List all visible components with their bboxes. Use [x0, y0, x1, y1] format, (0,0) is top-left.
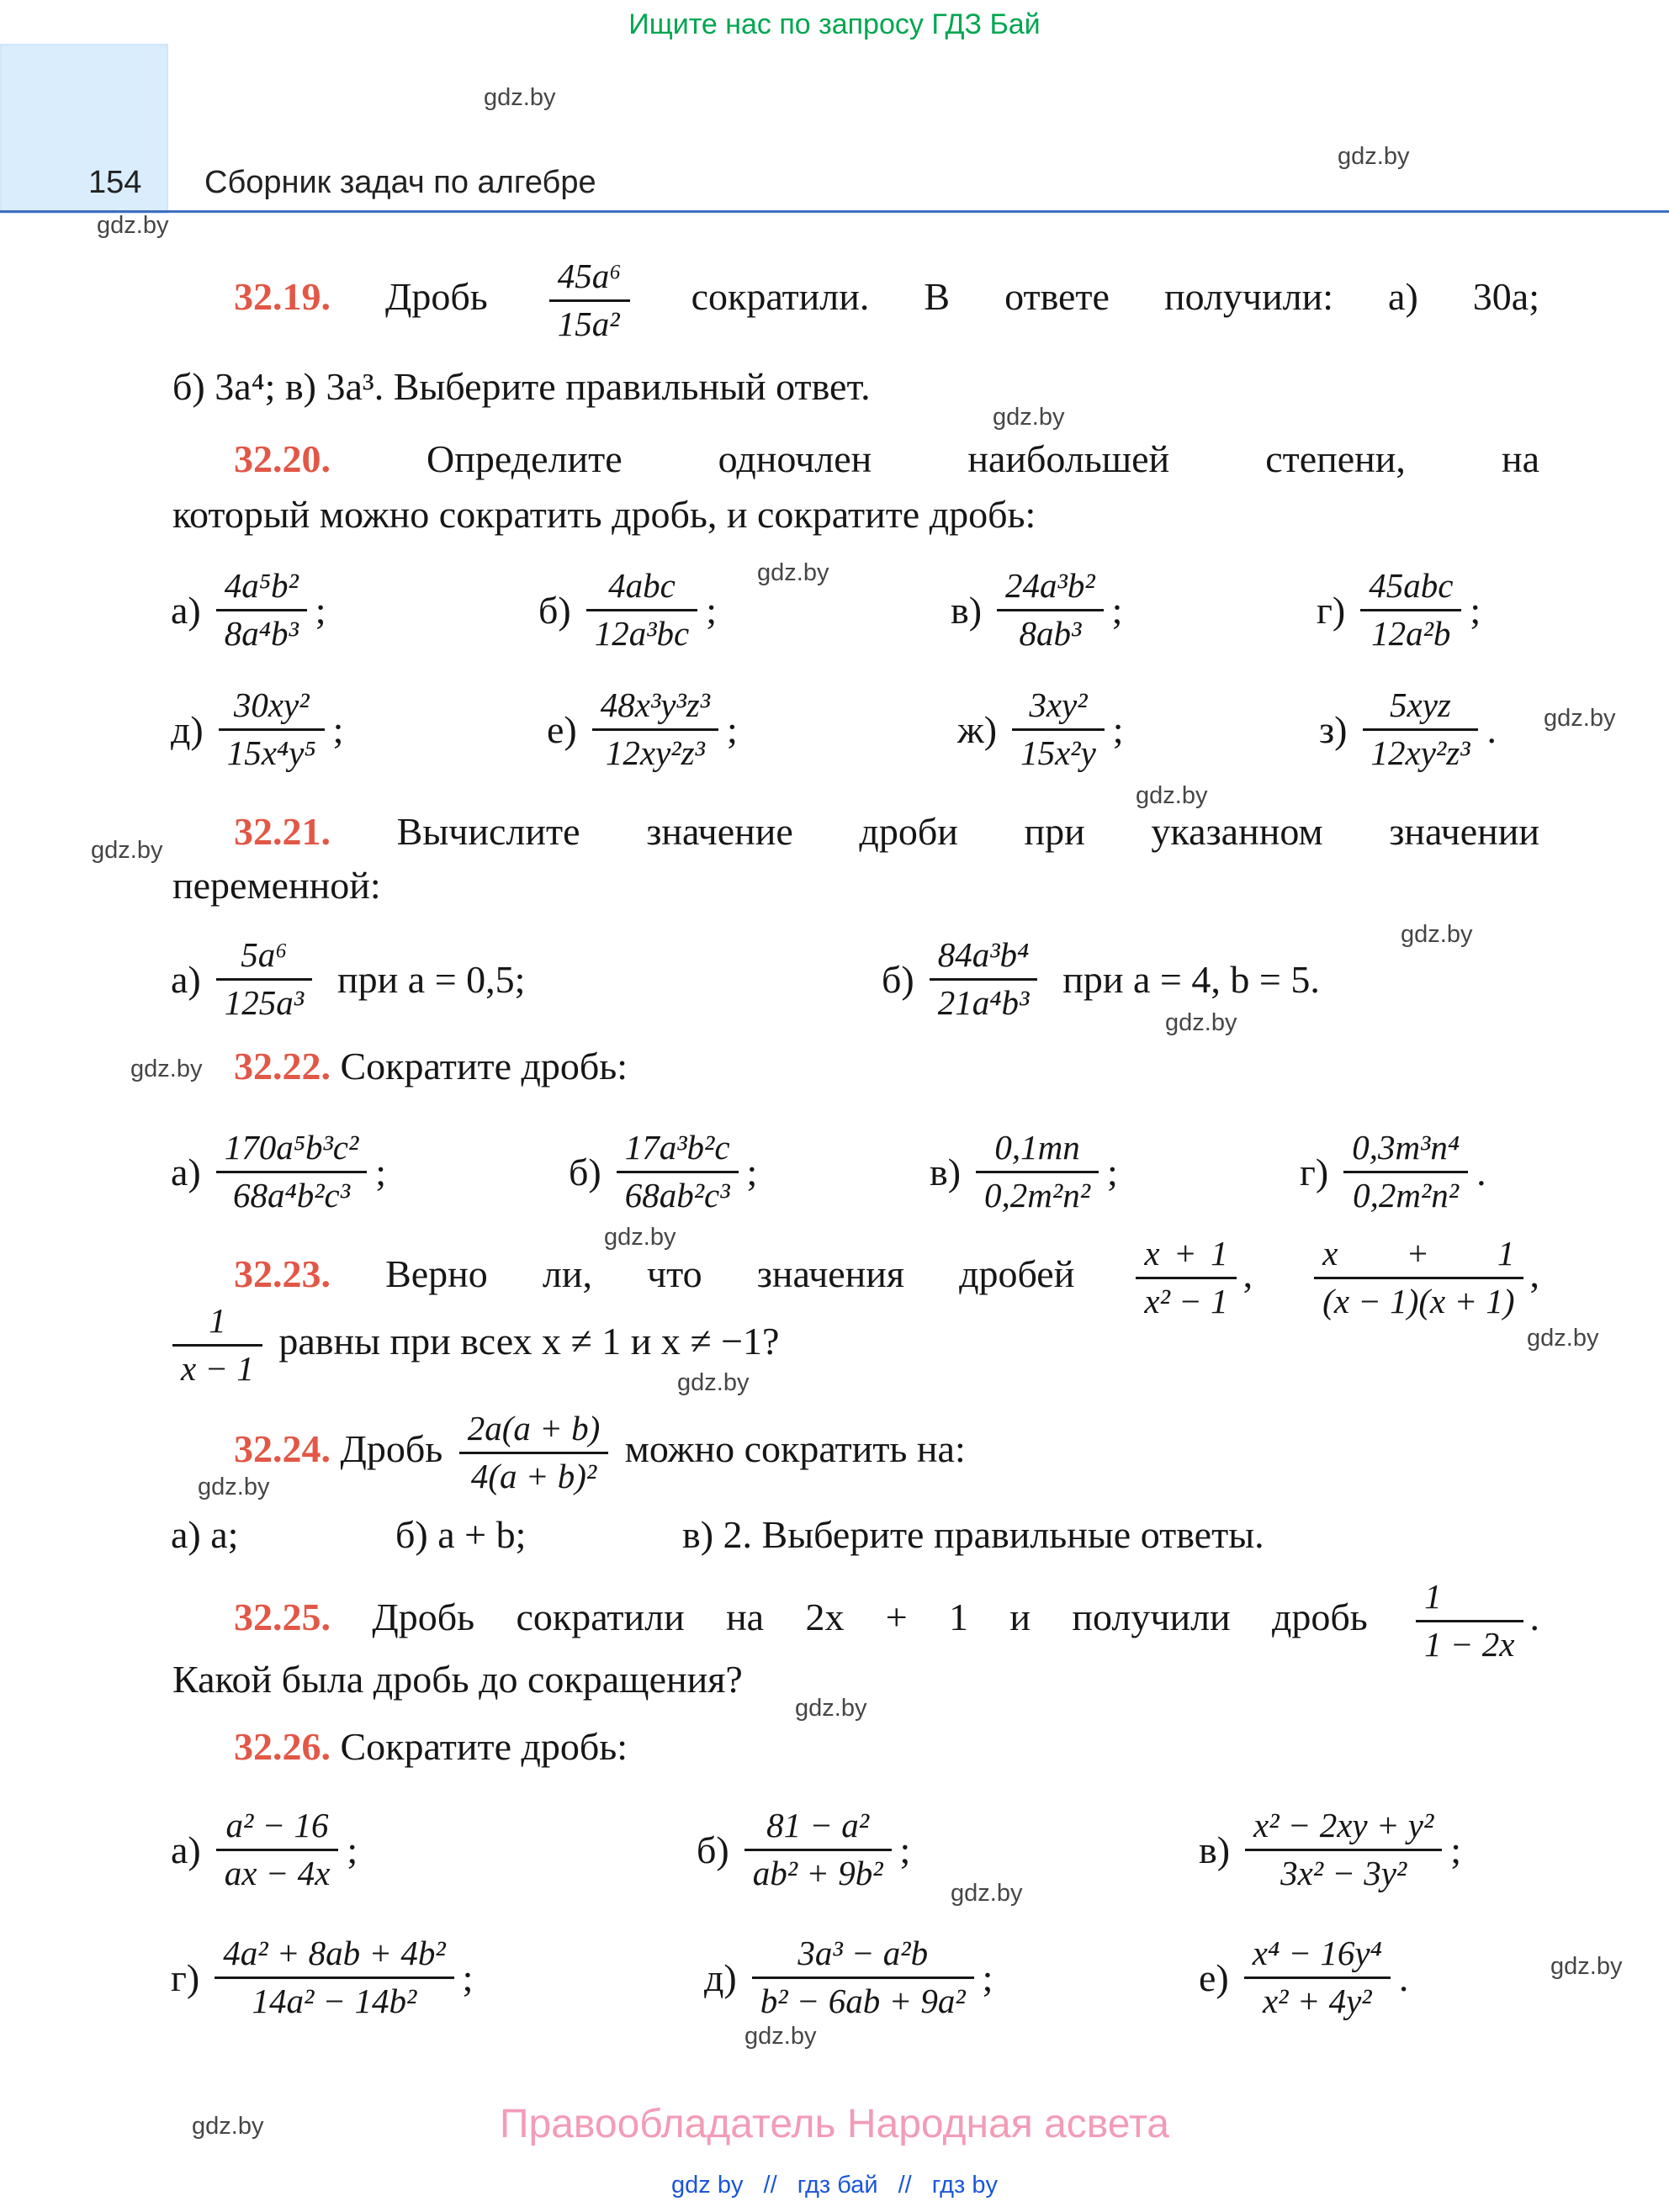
fraction	[1343, 1129, 1468, 1215]
item-tail: ;	[1450, 1828, 1462, 1871]
gdzby-watermark: gdz.by	[1165, 1009, 1237, 1036]
link-separator: //	[763, 2172, 777, 2199]
fraction-item-32-22-a	[171, 1129, 386, 1215]
problem-32-20-line1	[234, 434, 1539, 485]
page-title: Сборник задач по алгебре	[204, 165, 596, 200]
item-label: г)	[1317, 588, 1346, 632]
gdzby-watermark: gdz.by	[604, 1224, 676, 1251]
problem-text: переменной:	[172, 864, 381, 907]
fraction-denominator: 21a⁴b³	[937, 982, 1030, 1022]
fraction	[930, 936, 1038, 1023]
item-condition: при a = 0,5;	[337, 957, 526, 1001]
fraction-denominator: 3x² − 3y²	[1280, 1853, 1407, 1892]
gdzby-watermark: gdz.by	[757, 559, 829, 586]
item-label: е)	[1199, 1955, 1229, 1999]
fraction-denominator: 68a⁴b²c³	[233, 1175, 351, 1214]
fraction-group	[1409, 1578, 1539, 1664]
fraction-denominator: 8a⁴b³	[224, 613, 299, 653]
fraction-numerator: 170a⁵b³c²	[216, 1129, 368, 1173]
answer-option-v: в) 2. Выберите правильные ответы.	[682, 1513, 1264, 1556]
gdzby-watermark: gdz.by	[130, 1056, 203, 1082]
gdzby-watermark: gdz.by	[97, 212, 169, 239]
problem-32-25-line1	[234, 1578, 1539, 1664]
fraction-denominator: x − 1	[181, 1348, 254, 1388]
link-separator: //	[898, 2172, 912, 2199]
item-tail: ;	[315, 588, 326, 632]
problem-32-20-line2	[172, 489, 1036, 541]
fraction-item-32-20-e	[547, 686, 738, 773]
fraction-numerator: 4a⁵b²	[216, 567, 307, 611]
problem-number: 32.22.	[234, 1045, 331, 1087]
item-condition: при a = 4, b = 5.	[1062, 957, 1320, 1001]
fraction-denominator: 14a² − 14b²	[252, 1981, 417, 2020]
page-number: 154	[88, 165, 142, 200]
fraction-numerator: 0,3m³n⁴	[1343, 1129, 1468, 1173]
item-tail: ;	[1107, 1150, 1118, 1193]
copyright-notice: Правообладатель Народная асвета	[500, 2102, 1169, 2146]
fraction-denominator: 0,2m²n²	[984, 1175, 1090, 1214]
fraction	[459, 1410, 608, 1496]
item-tail: ;	[1470, 588, 1481, 632]
fraction-denominator: 1 − 2x	[1424, 1624, 1515, 1664]
item-tail: ;	[982, 1955, 993, 1999]
problem-text: Вычислите значение дроби при указанном значении	[396, 810, 1539, 853]
gdzby-watermark: gdz.by	[1527, 1325, 1599, 1352]
item-tail: ;	[899, 1828, 911, 1871]
fraction-denominator: 8ab³	[1019, 613, 1082, 653]
gdzby-watermark: gdz.by	[192, 2113, 264, 2140]
gdzby-watermark: gdz.by	[993, 404, 1065, 431]
gdzby-watermark: gdz.by	[1338, 143, 1410, 170]
fraction-numerator: 0,1mn	[976, 1129, 1099, 1173]
fraction	[216, 936, 312, 1023]
fraction-numerator: 4a² + 8ab + 4b²	[215, 1934, 453, 1979]
problem-number: 32.23.	[234, 1252, 331, 1295]
problem-32-25-line2	[172, 1654, 743, 1706]
fraction	[617, 1129, 739, 1215]
fraction-denominator: x² + 4y²	[1262, 1981, 1372, 2020]
fraction	[976, 1129, 1099, 1215]
item-label: а)	[171, 1828, 201, 1871]
footer-link-1[interactable]: gdz by	[671, 2172, 744, 2199]
fraction-item-32-26-v	[1199, 1807, 1461, 1893]
gdzby-watermark: gdz.by	[1550, 1953, 1623, 1980]
fraction	[1416, 1578, 1523, 1664]
problem-text: сократили. В ответе получили: а) 30a;	[691, 274, 1539, 318]
item-label: б)	[569, 1150, 601, 1193]
fraction-numerator: 3a³ − a²b	[752, 1934, 974, 1979]
corner-decoration	[0, 44, 168, 214]
fraction	[215, 1934, 453, 2021]
fraction-item-32-20-a	[171, 567, 326, 654]
item-label: в)	[930, 1150, 962, 1193]
fraction-item-32-20-z	[1319, 686, 1497, 773]
problem-number: 32.20.	[234, 437, 331, 480]
footer-link-2[interactable]: гдз бай	[797, 2172, 878, 2199]
fraction-item-32-22-v	[930, 1129, 1118, 1215]
gdzby-watermark: gdz.by	[484, 84, 556, 111]
problem-text: который можно сократить дробь, и сократите дробь:	[172, 493, 1036, 536]
problem-32-26-line1	[234, 1722, 628, 1773]
fraction-item-32-26-g	[171, 1934, 473, 2021]
item-tail: ;	[375, 1150, 387, 1193]
problem-32-21-line1	[234, 807, 1539, 858]
fraction-item-32-20-d	[171, 686, 343, 773]
fraction-denominator: (x − 1)(x + 1)	[1322, 1281, 1515, 1320]
fraction-numerator: 84a³b⁴	[930, 936, 1038, 981]
fraction	[586, 567, 698, 654]
fraction	[549, 257, 630, 344]
fraction	[216, 567, 307, 654]
item-tail: ;	[1111, 588, 1123, 632]
fraction-item-32-26-d	[704, 1934, 993, 2021]
problem-text: Дробь	[385, 274, 488, 318]
gdzby-watermark: gdz.by	[1544, 705, 1616, 732]
gdzby-watermark: gdz.by	[795, 1695, 867, 1722]
fraction-item-32-26-e	[1199, 1934, 1408, 2021]
fraction-numerator: 5xyz	[1363, 686, 1479, 731]
problem-text: Дробь	[340, 1426, 443, 1470]
problem-text: можно сократить на:	[624, 1426, 966, 1470]
fraction-group	[1129, 1235, 1253, 1321]
item-tail: ;	[462, 1955, 474, 1999]
fraction	[216, 1129, 368, 1215]
fraction	[744, 1807, 892, 1893]
item-label: б)	[882, 957, 914, 1001]
problem-text: равны при всех x ≠ 1 и x ≠ −1?	[278, 1319, 780, 1363]
fraction-denominator: 15a²	[557, 304, 620, 343]
problem-text: Верно ли, что значения дробей	[385, 1252, 1075, 1295]
item-label: з)	[1319, 707, 1348, 751]
fraction	[1136, 1235, 1236, 1321]
fraction-numerator: x⁴ − 16y⁴	[1244, 1934, 1391, 1979]
fraction-numerator: 2a(a + b)	[459, 1410, 608, 1454]
fraction-item-32-21-a	[171, 936, 525, 1023]
comma: ,	[1242, 1252, 1253, 1295]
comma: ,	[1529, 1252, 1540, 1295]
gdzby-watermark: gdz.by	[677, 1369, 750, 1396]
problem-32-19-line2	[172, 362, 871, 413]
fraction-denominator: 125a³	[224, 982, 305, 1022]
fraction	[172, 1302, 262, 1389]
item-label: а)	[171, 1150, 201, 1193]
header-rule	[0, 210, 1669, 213]
problem-number: 32.24.	[234, 1426, 331, 1470]
item-tail: ;	[746, 1150, 758, 1193]
fraction-denominator: 12xy²z³	[1370, 733, 1470, 772]
fraction-denominator: 0,2m²n²	[1353, 1175, 1460, 1214]
fraction-denominator: 12a³bc	[594, 613, 690, 653]
fraction	[1012, 686, 1105, 773]
fraction-numerator: 48x³y³z³	[592, 686, 718, 731]
problem-text: Сократите дробь:	[340, 1045, 628, 1087]
fraction-denominator: 68ab²c³	[624, 1175, 730, 1214]
fraction-item-32-20-g	[1317, 567, 1481, 654]
fraction-numerator: 4abc	[586, 567, 698, 611]
problem-32-24-line1	[234, 1410, 966, 1496]
item-tail: .	[1476, 1150, 1486, 1193]
fraction	[1245, 1807, 1442, 1893]
problem-text: б) 3a⁴; в) 3a³. Выберите правильный ответ.	[172, 365, 871, 408]
item-label: д)	[704, 1955, 737, 1999]
fraction-item-32-20-b	[538, 567, 717, 654]
problem-number: 32.26.	[234, 1725, 331, 1768]
problem-text: Дробь сократили на 2x + 1 и получили дробь	[372, 1595, 1368, 1638]
fraction-denominator: 15x²y	[1020, 733, 1096, 772]
fraction-item-32-26-b	[697, 1807, 910, 1893]
problem-32-21-line2	[172, 860, 381, 912]
fraction-item-32-21-b	[882, 936, 1320, 1023]
item-label: в)	[1199, 1828, 1231, 1871]
item-tail: ;	[332, 707, 344, 751]
fraction-item-32-22-g	[1300, 1129, 1486, 1215]
fraction-numerator: 1	[172, 1302, 262, 1347]
footer-link-3[interactable]: гдз by	[931, 2172, 998, 2199]
fraction-numerator: 3xy²	[1012, 686, 1105, 731]
fraction-denominator: ab² + 9b²	[752, 1853, 883, 1892]
gdzby-watermark: gdz.by	[198, 1474, 270, 1500]
fraction-denominator: ax − 4x	[224, 1853, 331, 1892]
gdzby-watermark: gdz.by	[1401, 921, 1473, 948]
fraction-denominator: 4(a + b)²	[470, 1456, 597, 1495]
fraction-denominator: b² − 6ab + 9a²	[760, 1981, 966, 2020]
item-tail: .	[1486, 707, 1497, 751]
item-label: г)	[1300, 1150, 1329, 1193]
problem-32-22-line1	[234, 1041, 628, 1093]
fraction	[752, 1934, 974, 2021]
problem-number: 32.25.	[234, 1595, 331, 1638]
fraction	[997, 567, 1104, 654]
fraction-numerator: a² − 16	[216, 1807, 339, 1851]
gdzby-watermark: gdz.by	[1136, 782, 1208, 809]
period: .	[1529, 1595, 1540, 1638]
fraction-item-32-26-a	[171, 1807, 358, 1893]
fraction-denominator: x² − 1	[1144, 1281, 1228, 1320]
item-label: ж)	[957, 707, 998, 751]
fraction-numerator: x + 1	[1314, 1235, 1523, 1279]
item-label: б)	[538, 588, 571, 632]
fraction-numerator: 45a⁶	[549, 257, 630, 302]
item-tail: ;	[1112, 707, 1124, 751]
fraction-group	[1307, 1235, 1539, 1321]
gdzby-watermark: gdz.by	[951, 1880, 1023, 1907]
item-label: д)	[171, 707, 204, 751]
gdzby-watermark: gdz.by	[91, 837, 163, 864]
fraction-item-32-20-v	[951, 567, 1122, 654]
fraction-numerator: x + 1	[1136, 1235, 1236, 1279]
fraction	[1244, 1934, 1391, 2021]
fraction-numerator: 5a⁶	[216, 936, 312, 981]
item-label: е)	[547, 707, 577, 751]
fraction-denominator: 12xy²z³	[605, 733, 705, 772]
fraction-numerator: 30xy²	[219, 686, 325, 731]
fraction	[1314, 1235, 1523, 1321]
problem-number: 32.21.	[234, 810, 331, 853]
fraction-item-32-20-zh	[957, 686, 1124, 773]
problem-text: Определите одночлен наибольшей степени, на	[427, 437, 1539, 480]
problem-text: Какой была дробь до сокращения?	[172, 1658, 743, 1701]
item-label: в)	[951, 588, 983, 632]
fraction-numerator: 1	[1416, 1578, 1523, 1622]
item-tail: ;	[726, 707, 738, 751]
fraction	[219, 686, 325, 773]
fraction	[1360, 567, 1461, 654]
item-tail: ;	[706, 588, 718, 632]
fraction-numerator: 17a³b²c	[617, 1129, 739, 1173]
item-label: г)	[171, 1955, 200, 1999]
fraction-denominator: 12a²b	[1371, 613, 1451, 653]
answer-option-a: а) a;	[171, 1513, 239, 1556]
item-label: а)	[171, 957, 201, 1001]
item-label: б)	[697, 1828, 729, 1871]
item-tail: .	[1398, 1955, 1409, 1999]
fraction-numerator: 81 − a²	[744, 1807, 892, 1851]
top-banner: Ищите нас по запросу ГДЗ Бай	[628, 8, 1041, 40]
fraction-numerator: x² − 2xy + y²	[1245, 1807, 1442, 1851]
fraction	[592, 686, 718, 773]
fraction-numerator: 45abc	[1360, 567, 1461, 611]
fraction-item-32-22-b	[569, 1129, 757, 1215]
fraction-denominator: 15x⁴y⁵	[226, 733, 316, 772]
gdzby-watermark: gdz.by	[744, 2023, 817, 2050]
footer-links	[0, 2172, 1669, 2199]
fraction	[1363, 686, 1479, 773]
problem-number: 32.19.	[234, 274, 331, 318]
answer-option-b: б) a + b;	[395, 1513, 527, 1556]
problem-32-19-line1	[234, 257, 1539, 344]
item-tail: ;	[347, 1828, 358, 1871]
fraction	[216, 1807, 339, 1893]
item-label: а)	[171, 588, 201, 632]
fraction-numerator: 24a³b²	[997, 567, 1104, 611]
problem-text: Сократите дробь:	[340, 1725, 628, 1768]
